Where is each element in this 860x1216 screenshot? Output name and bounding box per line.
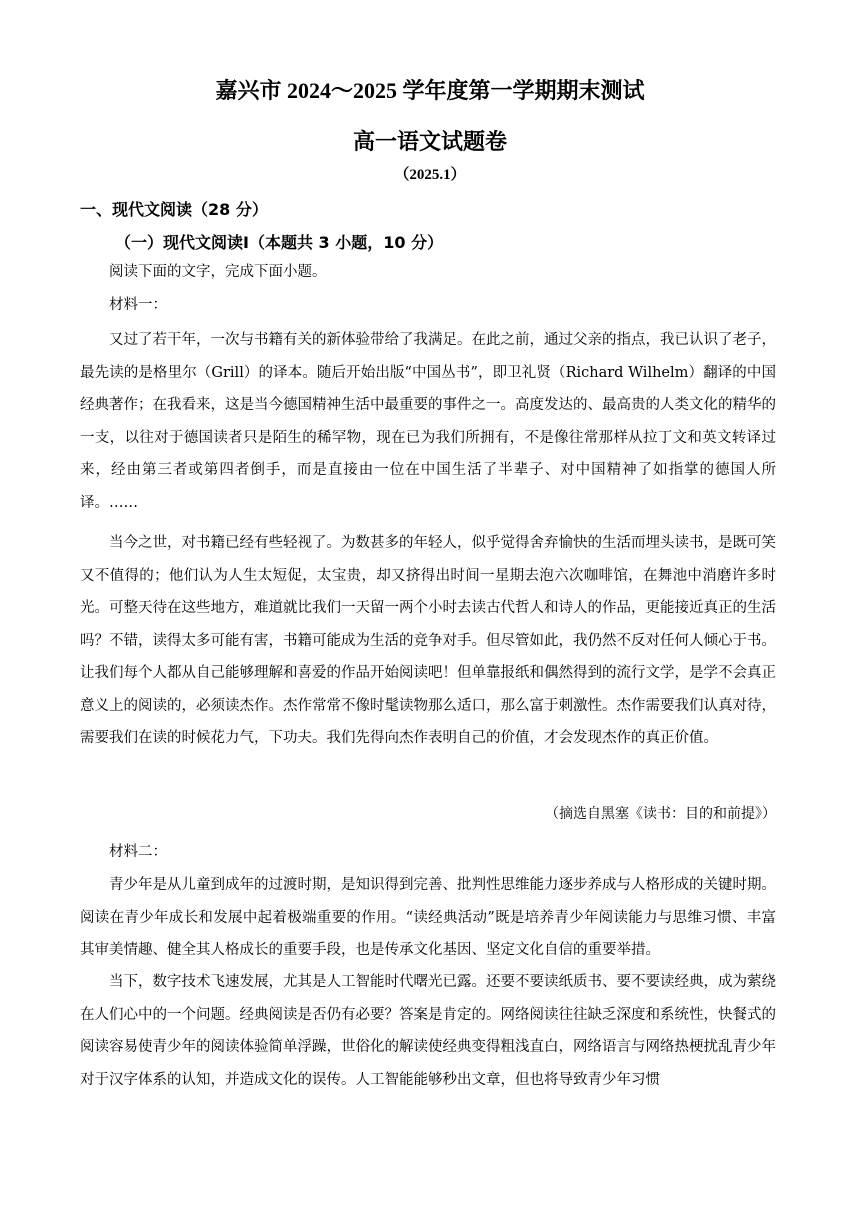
section-heading: 一、现代文阅读（28 分） [80,200,268,219]
material1-paragraph-2-block [80,527,776,755]
material1-label-block [80,289,776,322]
material2-label: 材料二： [109,844,167,860]
material2-paragraph-1-block [80,869,776,967]
material2-paragraph-2-block [80,966,776,1096]
exam-subtitle: 高一语文试题卷 [352,129,507,154]
material1-paragraph-1: 又过了若干年，一次与书籍有关的新体验带给了我满足。在此之前，通过父亲的指点，我已认识了老子，最先读的是格里尔（Grill）的译本。随后开始出版“中国丛书”，即卫礼贤（Richard Wilhelm）翻译的中国经典著作；在我看来，这是当今德国精神生活中最重要的事件之一。高度发达的、最高贵的人类文化的精华的一支，以往对于德国读者只是陌生的稀罕物，现在已为我们所拥有，不是像往常那样从拉丁文和英文转译过来，经由第三者或第四者倒手，而是直接由一位在中国生活了半辈子、对中国精神了如指掌的德国人所译。…… [80,332,776,511]
exam-title: 嘉兴市 2024～2025 学年度第一学期期末测试 [215,78,645,103]
subsection-heading: （一）现代文阅读Ⅰ（本题共 3 小题，10 分） [115,233,444,252]
instruction-text: 阅读下面的文字，完成下面小题。 [109,264,327,280]
material2-paragraph-1: 青少年是从儿童到成年的过渡时期，是知识得到完善、批判性思维能力逐步养成与人格形成的关键时期。阅读在青少年成长和发展中起着极端重要的作用。“读经典活动”既是培养青少年阅读能力与思维习惯、丰富其审美情趣、健全其人格成长的重要手段，也是传承文化基因、坚定文化自信的重要举措。 [80,877,776,958]
material1-paragraph-1-block [80,324,776,519]
exam-date: （2025.1） [394,167,466,183]
material1-paragraph-2: 当今之世，对书籍已经有些轻视了。为数甚多的年轻人，似乎觉得舍弃愉快的生活而埋头读书，是既可笑又不值得的；他们认为人生太短促，太宝贵，却又挤得出时间一星期去泡六次咖啡馆，在舞池中消磨许多时光。可整天待在这些地方，难道就比我们一天留一两个小时去读古代哲人和诗人的作品，更能接近真正的生活吗？不错，读得太多可能有害，书籍可能成为生活的竞争对手。但尽管如此，我仍然不反对任何人倾心于书。让我们每个人都从自己能够理解和喜爱的作品开始阅读吧！但单靠报纸和偶然得到的流行文学，是学不会真正意义上的阅读的，必须读杰作。杰作常常不像时髦读物那么适口，那么富于刺激性。杰作需要我们认真对待，需要我们在读的时候花力气，下功夫。我们先得向杰作表明自己的价值，才会发现杰作的真正价值。 [80,535,776,746]
material2-label-block [80,836,776,869]
material1-source: （摘选自黑塞《读书：目的和前提》） [545,806,776,822]
material1-label: 材料一： [109,297,167,313]
material2-paragraph-2: 当下，数字技术飞速发展，尤其是人工智能时代曙光已露。还要不要读纸质书、要不要读经典，成为萦绕在人们心中的一个问题。经典阅读是否仍有必要？答案是肯定的。网络阅读往往缺乏深度和系统性，快餐式的阅读容易使青少年的阅读体验简单浮躁，世俗化的解读使经典变得粗浅直白，网络语言与网络热梗扰乱青少年对于汉字体系的认知，并造成文化的误传。人工智能能够秒出文章，但也将导致青少年习惯 [80,974,776,1088]
instruction [80,256,776,289]
